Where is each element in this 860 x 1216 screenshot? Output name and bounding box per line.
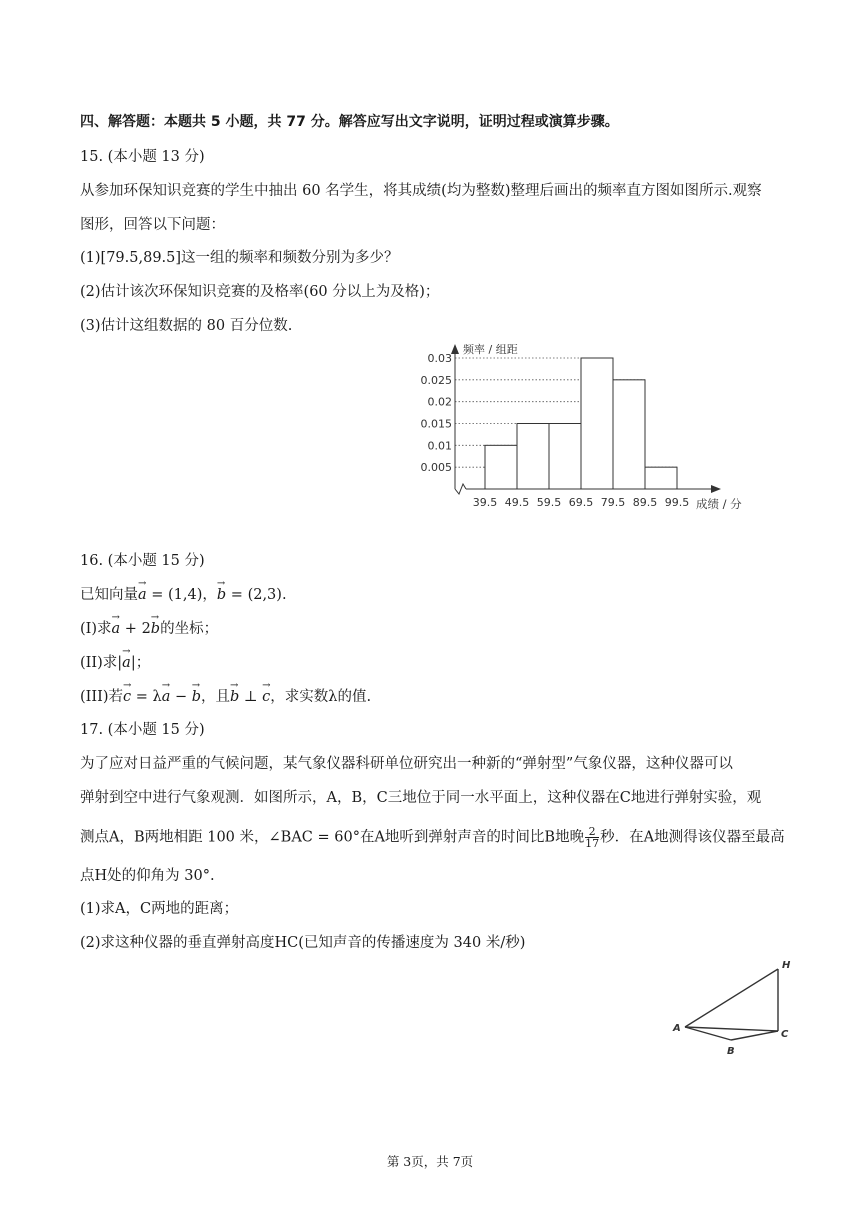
histogram-bar xyxy=(581,358,613,489)
q16-part2 xyxy=(80,653,150,673)
y-tick-label: 0.01 xyxy=(427,439,452,453)
q16-part3-perp: ⊥ xyxy=(239,689,263,705)
histogram-bar xyxy=(645,467,677,489)
vector-b: → b xyxy=(217,585,226,605)
q17-part2: (2)求这种仪器的垂直弹射高度HC(已知声音的传播速度为 340 米/秒) xyxy=(80,935,526,951)
vector-b: → b xyxy=(192,687,201,707)
q16-a-value: = (1,4)， xyxy=(146,587,217,603)
q17-line3 xyxy=(80,826,785,849)
y-tick-label: 0.03 xyxy=(427,352,452,365)
x-tick-label: 49.5 xyxy=(504,496,530,509)
label-B: B xyxy=(727,1046,735,1057)
q16-b-value: = (2,3). xyxy=(226,587,287,603)
label-A: A xyxy=(673,1023,681,1034)
q16-part1-plus: + 2 xyxy=(120,621,151,637)
line-BC xyxy=(731,1031,778,1040)
q17-line2: 弹射到空中进行气象观测．如图所示，A，B，C三地位于同一水平面上，这种仪器在C地进行弹射实验，观 xyxy=(80,790,762,806)
q15-stem-line2: 图形，回答以下问题： xyxy=(80,217,225,233)
label-H: H xyxy=(782,960,791,971)
y-tick-label: 0.025 xyxy=(420,373,452,387)
q16-part3-and: ，且 xyxy=(201,689,231,705)
x-tick-label: 79.5 xyxy=(600,496,626,509)
axis-break-icon xyxy=(455,484,466,494)
vector-a: → a xyxy=(162,687,171,707)
label-C: C xyxy=(781,1029,789,1040)
page-footer: 第 3页，共 7页 xyxy=(386,1154,474,1169)
histogram-bar xyxy=(485,445,517,489)
q16-given xyxy=(80,585,287,605)
q16-part1-prefix: (I)求 xyxy=(80,621,112,637)
q16-part1 xyxy=(80,619,218,639)
vector-b: → b xyxy=(151,619,160,639)
q15-part1: (1)[79.5,89.5]这一组的频率和频数分别为多少？ xyxy=(80,250,399,266)
q15-part2: (2)估计该次环保知识竞赛的及格率(60 分以上为及格)； xyxy=(80,284,440,300)
vector-a: → a xyxy=(138,585,147,605)
x-axis-arrow xyxy=(711,485,721,493)
y-tick-label: 0.02 xyxy=(427,395,452,409)
q16-part1-suffix: 的坐标； xyxy=(160,621,219,637)
q15-stem-line1: 从参加环保知识竞赛的学生中抽出 60 名学生，将其成绩(均为整数)整理后画出的频率直方图如图所示.观察 xyxy=(80,183,762,199)
frequency-histogram xyxy=(415,338,760,520)
q16-part3 xyxy=(80,687,371,707)
y-axis-arrow xyxy=(451,344,459,354)
x-tick-label: 39.5 xyxy=(472,496,498,509)
vector-a: → a xyxy=(112,619,121,639)
fraction-numerator: 2 xyxy=(585,826,599,838)
x-axis-label: 成绩 / 分 xyxy=(696,497,742,511)
x-tick-label: 69.5 xyxy=(568,496,594,509)
fraction-2-17 xyxy=(585,826,599,849)
q16-header: 16. (本小题 15 分) xyxy=(80,553,205,569)
q17-line3-after: 秒．在A地测得该仪器至最高 xyxy=(600,829,785,846)
histogram-bar xyxy=(613,380,645,489)
q15-part3: (3)估计这组数据的 80 百分位数. xyxy=(80,318,293,334)
q17-line3-before: 测点A，B两地相距 100 米，∠BAC = 60°在A地听到弹射声音的时间比B地晚 xyxy=(80,829,585,846)
vector-c: → c xyxy=(262,687,270,707)
q17-line4: 点H处的仰角为 30°. xyxy=(80,868,215,884)
q16-part3-prefix: (III)若 xyxy=(80,689,123,705)
vector-c: → c xyxy=(123,687,131,707)
triangle-figure xyxy=(668,955,798,1060)
q16-part3-minus: − xyxy=(170,689,192,705)
q17-part1: (1)求A，C两地的距离； xyxy=(80,901,239,917)
vector-a: → a xyxy=(122,653,131,673)
q16-part2-suffix: |； xyxy=(130,655,151,671)
q15-header: 15. (本小题 13 分) xyxy=(80,149,205,165)
q16-part2-prefix: (II)求| xyxy=(80,655,123,671)
q17-line1: 为了应对日益严重的气候问题，某气象仪器科研单位研究出一种新的“弹射型”气象仪器，这种仪器可以 xyxy=(80,756,733,772)
histogram-bar xyxy=(549,424,581,490)
q16-part3-suffix: ，求实数λ的值. xyxy=(270,689,372,705)
q16-part3-eq: = λ xyxy=(131,689,162,705)
y-tick-label: 0.015 xyxy=(420,417,452,431)
vector-b: → b xyxy=(230,687,239,707)
y-tick-label: 0.005 xyxy=(420,461,452,475)
q17-header: 17. (本小题 15 分) xyxy=(80,722,205,738)
fraction-denominator: 17 xyxy=(585,837,600,850)
section-heading: 四、解答题：本题共 5 小题，共 77 分。解答应写出文字说明，证明过程或演算步骤。 xyxy=(80,114,619,130)
line-AH xyxy=(685,969,778,1027)
x-tick-label: 89.5 xyxy=(632,496,658,509)
x-tick-label: 59.5 xyxy=(536,496,562,509)
y-axis-label: 频率 / 组距 xyxy=(463,343,518,356)
q16-given-prefix: 已知向量 xyxy=(80,587,138,603)
histogram-bar xyxy=(517,424,549,490)
x-tick-label: 99.5 xyxy=(664,496,690,509)
